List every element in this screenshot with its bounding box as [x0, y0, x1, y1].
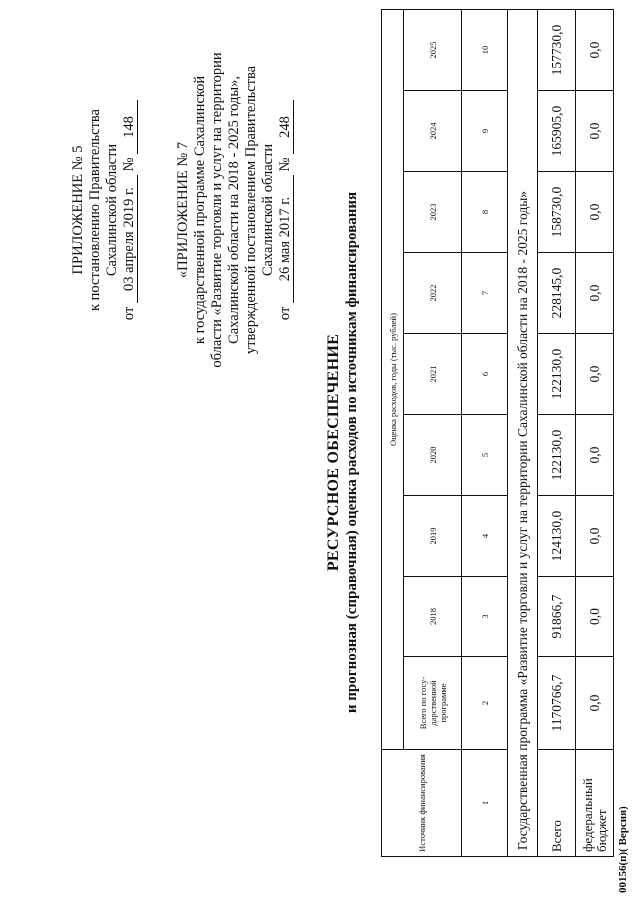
column-number: 10: [462, 10, 508, 91]
table-cell: 0,0: [576, 172, 614, 253]
table-row: [538, 10, 576, 857]
appendix-date-line: [121, 45, 138, 375]
column-number: 9: [462, 91, 508, 172]
from-label: от: [121, 306, 137, 321]
header-year: 2024: [404, 91, 462, 172]
header-estimate: Оценка расходов, годы (тыс. рублей): [382, 10, 404, 750]
header-year: 2019: [404, 496, 462, 577]
document-title-sub: и прогнозная (справочная) оценка расходов по источникам финансирования: [344, 191, 360, 714]
header-total: Всего по госу-дарственной программе: [404, 657, 462, 750]
table-cell: 157730,0: [538, 10, 576, 91]
document-number: 248: [278, 100, 294, 154]
document-number: 148: [122, 100, 138, 154]
table-header-row: [382, 10, 404, 857]
table-cell: 1170766,7: [538, 657, 576, 750]
table-cell: 0,0: [576, 253, 614, 334]
document-title-main: РЕСУРСНОЕ ОБЕСПЕЧЕНИЕ: [325, 333, 342, 572]
document-footer-code: 00156(п)( Версия): [617, 806, 629, 893]
header-year: 2025: [404, 10, 462, 91]
program-name: Государственная программа «Развитие торговли и услуг на территории Сахалинской области на 2018 - 2025 годы»: [508, 10, 538, 857]
row-label: Всего: [538, 750, 576, 857]
number-label: №: [277, 157, 293, 172]
table-cell: 122130,0: [538, 415, 576, 496]
table-header-row: [404, 10, 462, 857]
appendix-line: Сахалинской области: [104, 143, 120, 277]
document-title: [325, 0, 361, 905]
table-cell: 0,0: [576, 657, 614, 750]
appendix-date-line: [277, 45, 294, 375]
appendix-line: Сахалинской области на 2018 - 2025 годы»,: [226, 76, 242, 344]
table-cell: 165905,0: [538, 91, 576, 172]
table-row: [576, 10, 614, 857]
appendix-title: «ПРИЛОЖЕНИЕ № 7: [175, 141, 191, 279]
column-number: 2: [462, 657, 508, 750]
column-number: 4: [462, 496, 508, 577]
column-number: 3: [462, 577, 508, 657]
table-cell: 0,0: [576, 10, 614, 91]
appendix-header-primary: [70, 45, 138, 375]
header-year: 2022: [404, 253, 462, 334]
document-date: 03 апреля 2019 г.: [122, 175, 138, 303]
table-cell: 0,0: [576, 415, 614, 496]
column-number: 7: [462, 253, 508, 334]
appendix-line: к государственной программе Сахалинской: [192, 75, 208, 345]
table-cell: 0,0: [576, 496, 614, 577]
header-year: 2020: [404, 415, 462, 496]
program-row: [508, 10, 538, 857]
column-number: 1: [462, 750, 508, 857]
column-number: 5: [462, 415, 508, 496]
column-number: 6: [462, 334, 508, 415]
appendix-line: области «Развитие торговли и услуг на территории: [209, 52, 225, 368]
table-cell: 0,0: [576, 91, 614, 172]
appendix-line: к постановлению Правительства: [87, 109, 103, 311]
appendix-title: ПРИЛОЖЕНИЕ № 5: [70, 145, 86, 275]
table-cell: 158730,0: [538, 172, 576, 253]
table-cell: 228145,0: [538, 253, 576, 334]
column-number-row: [462, 10, 508, 857]
appendix-line: утвержденной постановлением Правительства: [243, 65, 259, 355]
header-year: 2018: [404, 577, 462, 657]
document-date: 26 мая 2017 г.: [278, 175, 294, 303]
number-label: №: [121, 157, 137, 172]
table-cell: 91866,7: [538, 577, 576, 657]
table-cell: 0,0: [576, 334, 614, 415]
table-cell: 0,0: [576, 577, 614, 657]
table-cell: 122130,0: [538, 334, 576, 415]
appendix-line: Сахалинской области: [260, 143, 276, 277]
from-label: от: [277, 306, 293, 321]
header-year: 2023: [404, 172, 462, 253]
header-source: Источник финансирования: [382, 750, 462, 857]
resource-table: [381, 9, 614, 857]
column-number: 8: [462, 172, 508, 253]
appendix-header-secondary: [175, 45, 294, 375]
row-label: федеральный бюджет: [576, 750, 614, 857]
header-year: 2021: [404, 334, 462, 415]
table-cell: 124130,0: [538, 496, 576, 577]
